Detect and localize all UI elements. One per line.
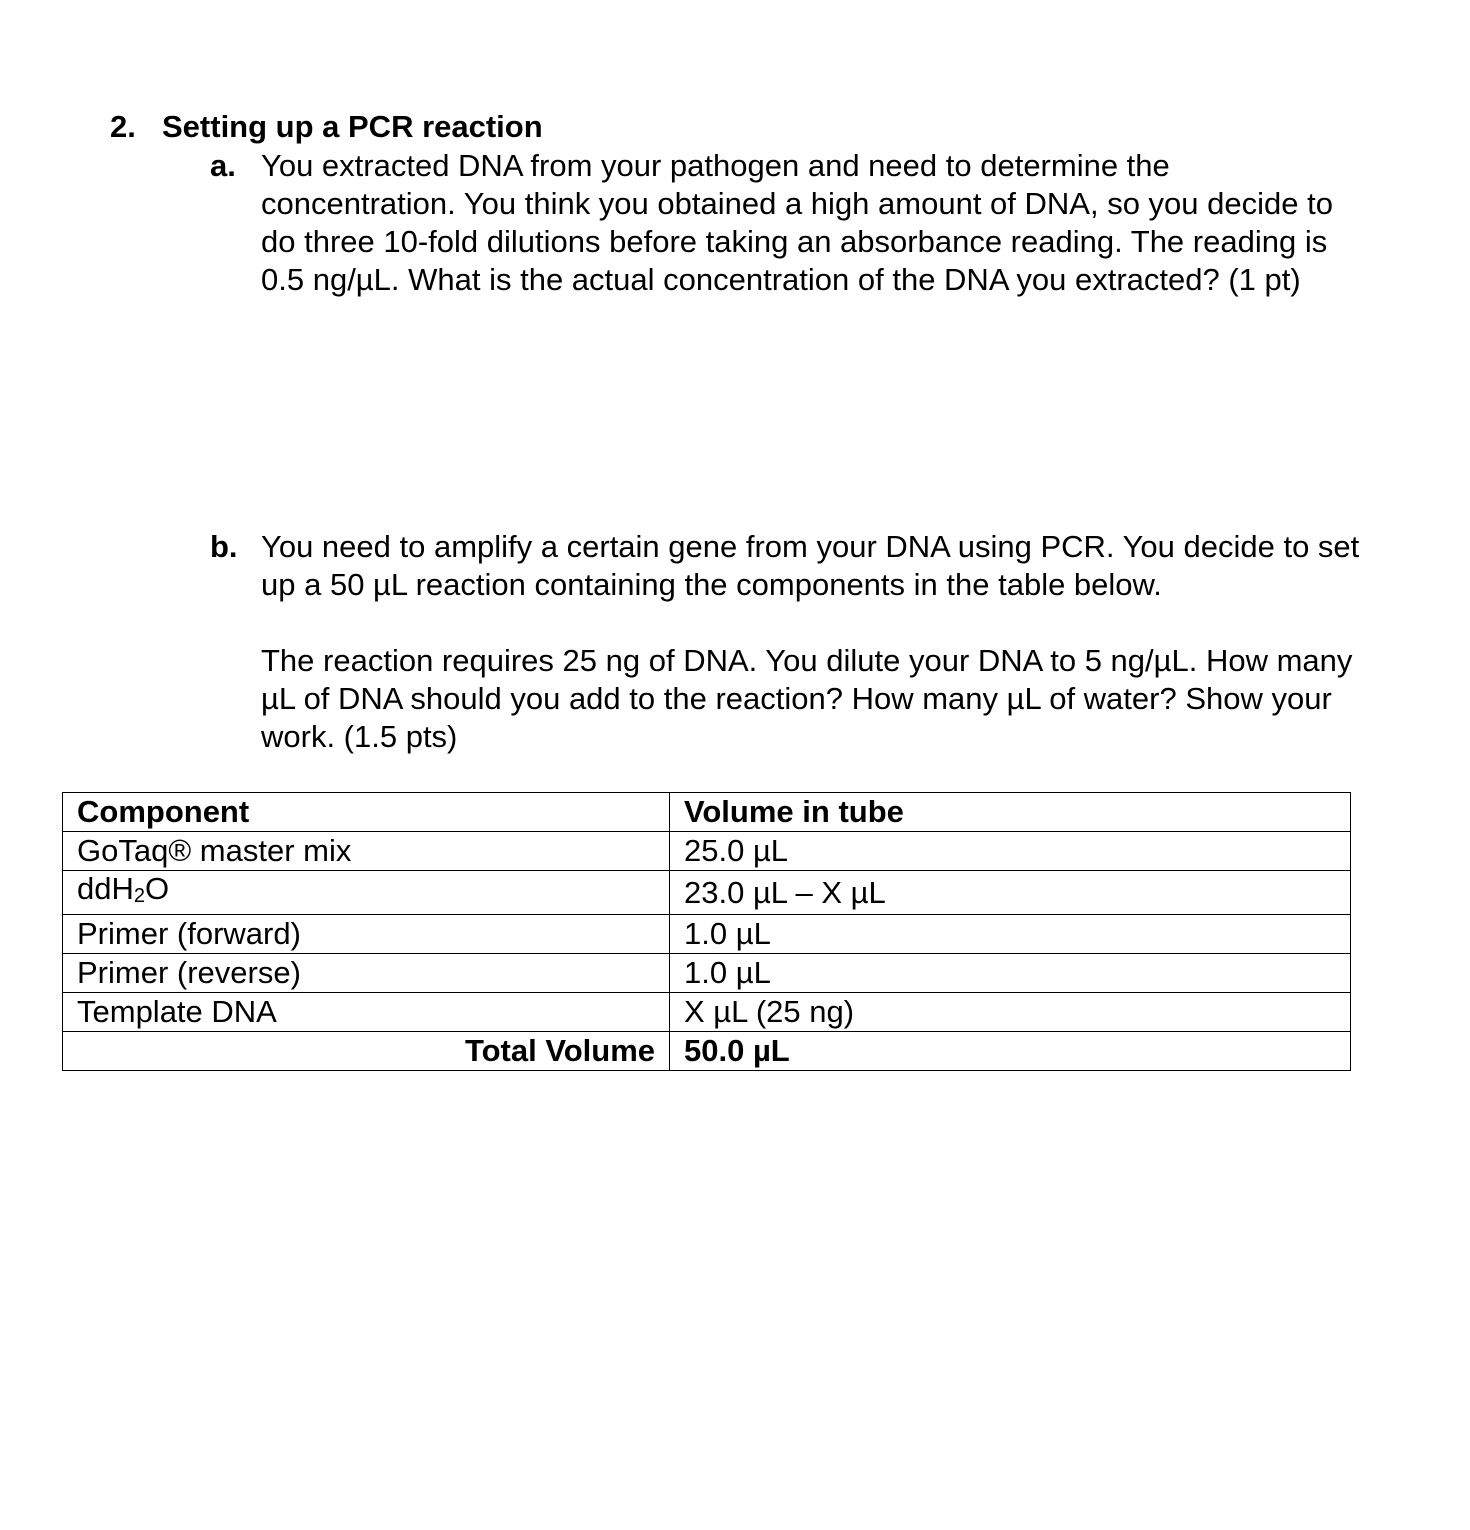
total-label: Total Volume [63, 1032, 670, 1071]
question-number: 2. [110, 109, 136, 144]
part-b-text-2: The reaction requires 25 ng of DNA. You dilute your DNA to 5 ng/µL. How many µL of DNA should you add to the reaction? How many µL of water? Show your work. (1.5 pts) [261, 643, 1353, 754]
volume-cell: 23.0 µL – X µL [670, 871, 1351, 915]
part-a [210, 147, 1370, 299]
part-b-marker: b. [210, 529, 238, 564]
component-cell: Primer (forward) [63, 915, 670, 954]
component-subscript: 2 [133, 885, 145, 907]
part-a-marker: a. [210, 148, 236, 183]
component-cell: GoTaq® master mix [63, 832, 670, 871]
header-volume: Volume in tube [670, 793, 1351, 832]
table-row [63, 871, 1351, 915]
component-cell: Primer (reverse) [63, 954, 670, 993]
component-cell: Template DNA [63, 993, 670, 1032]
table-total-row [63, 1032, 1351, 1071]
component-suffix: O [145, 871, 170, 906]
table-row [63, 832, 1351, 871]
table-header-row [63, 793, 1351, 832]
components-table [62, 792, 1351, 1071]
volume-cell: X µL (25 ng) [670, 993, 1351, 1032]
total-value: 50.0 µL [670, 1032, 1351, 1071]
question-heading [110, 108, 543, 146]
component-cell [63, 871, 670, 915]
table-row [63, 915, 1351, 954]
header-component: Component [63, 793, 670, 832]
volume-cell: 1.0 µL [670, 915, 1351, 954]
part-b [210, 528, 1370, 756]
part-b-text-1: You need to amplify a certain gene from your DNA using PCR. You decide to set up a 50 µL reaction containing the components in the table below. [261, 529, 1360, 602]
table-row [63, 993, 1351, 1032]
table-row [63, 954, 1351, 993]
part-a-text: You extracted DNA from your pathogen and need to determine the concentration. You think you obtained a high amount of DNA, so you decide to do three 10-fold dilutions before taking an absorbance reading. The reading is 0.5 ng/µL. What is the actual concentration of the DNA you extracted? (1 pt) [261, 148, 1333, 297]
component-prefix: ddH [77, 871, 134, 906]
volume-cell: 25.0 µL [670, 832, 1351, 871]
question-title: Setting up a PCR reaction [162, 109, 543, 144]
volume-cell: 1.0 µL [670, 954, 1351, 993]
